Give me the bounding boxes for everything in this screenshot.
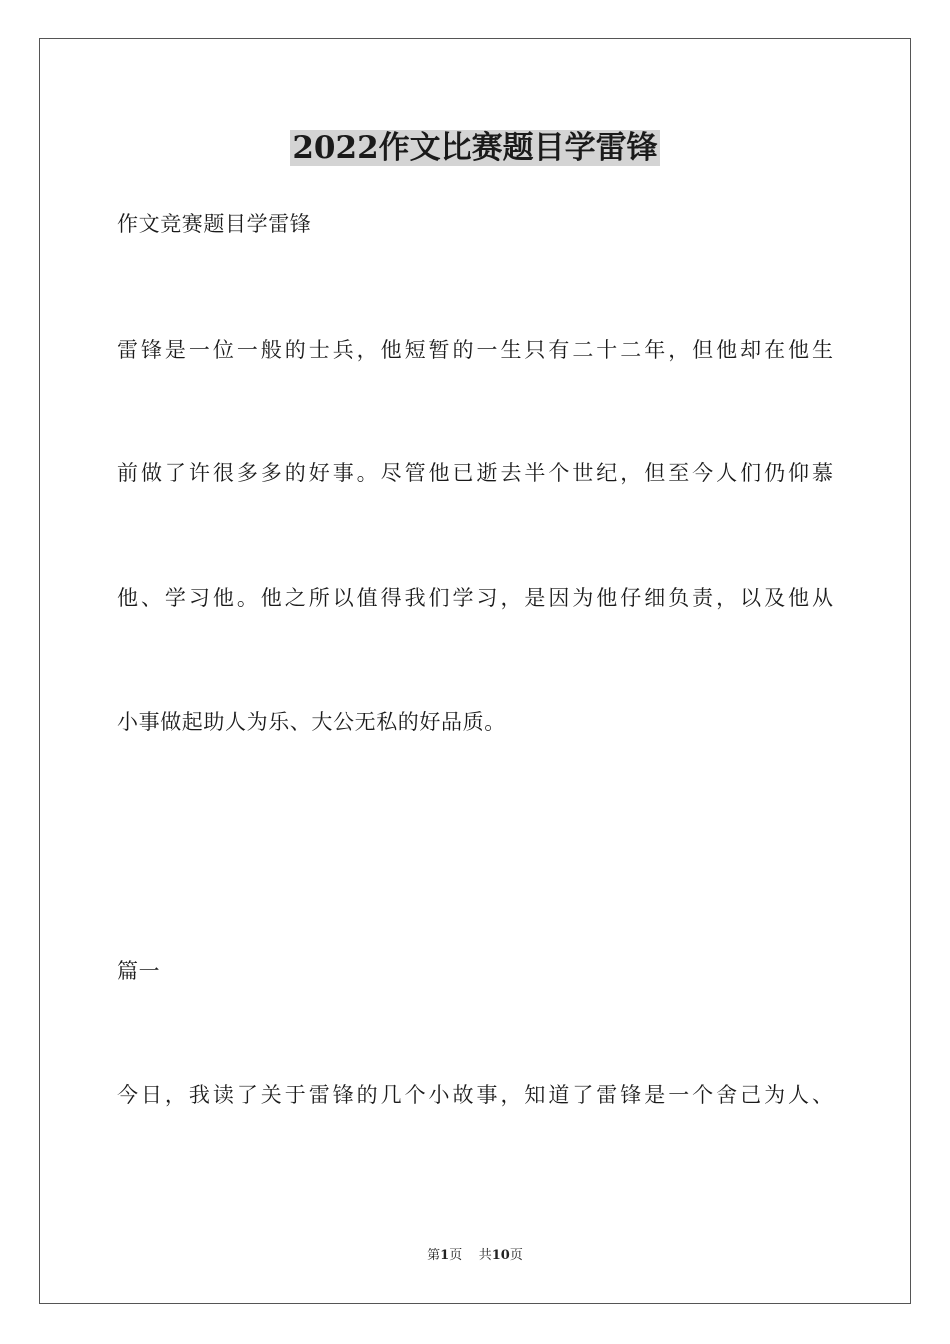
footer-total-suffix: 页 [509, 1248, 523, 1263]
paragraph-line: 雷锋是一位一般的士兵，他短暂的一生只有二十二年，但他却在他生 [117, 338, 833, 362]
page-footer [0, 1246, 950, 1266]
footer-page-number: 1 [440, 1248, 450, 1263]
document-title [0, 124, 950, 172]
paragraph-line: 他、学习他。他之所以值得我们学习，是因为他仔细负责，以及他从 [117, 586, 833, 610]
document-title-text: 2022作文比赛题目学雷锋 [292, 130, 658, 166]
document-subtitle: 作文竞赛题目学雷锋 [117, 212, 312, 236]
footer-page-suffix: 页 [449, 1248, 463, 1263]
footer-page-prefix: 第 [427, 1248, 441, 1263]
paragraph-line: 前做了许很多多的好事。尽管他已逝去半个世纪，但至今人们仍仰慕 [117, 461, 833, 485]
paragraph-line: 今日，我读了关于雷锋的几个小故事，知道了雷锋是一个舍己为人、 [117, 1083, 833, 1107]
footer-total-prefix: 共 [478, 1248, 492, 1263]
footer-total-pages: 10 [491, 1248, 510, 1263]
paragraph-line: 小事做起助人为乐、大公无私的好品质。 [117, 710, 506, 734]
section-heading: 篇一 [117, 959, 161, 983]
